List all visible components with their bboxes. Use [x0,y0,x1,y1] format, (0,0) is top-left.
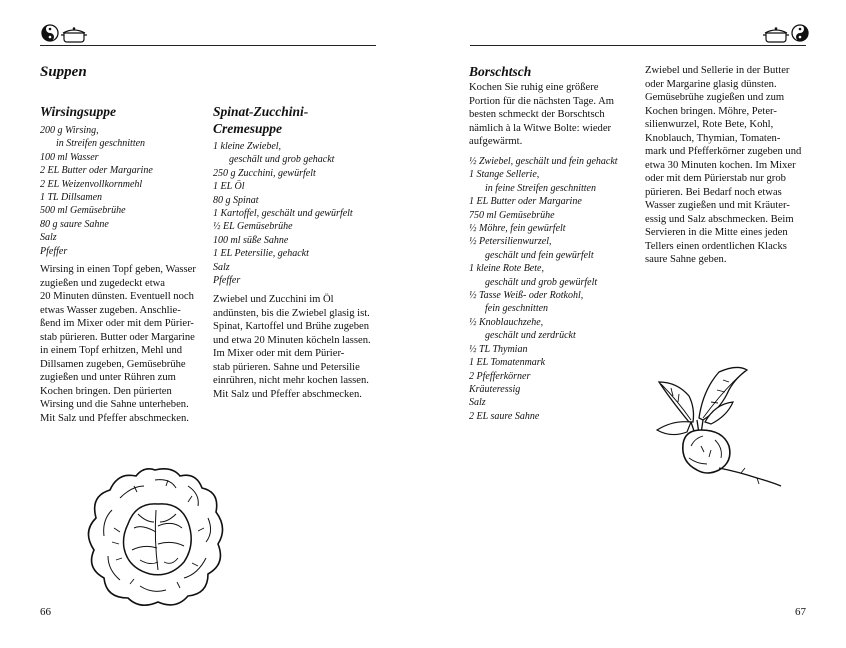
ingredient-item: 80 g Spinat [213,194,259,206]
text-line: Wirsing und die Sahne unterheben. [40,399,189,410]
ingredient-list-spinat-zucchini [213,140,353,287]
text-line: mark und Pfefferkörner zugeben und [645,146,802,157]
ingredient-item: Salz [469,397,486,409]
text-line: Dillsamen zugeben, Gemüsebrühe [40,358,186,370]
instructions-spinat-zucchini [213,293,371,401]
ingredient-item: Pfeffer [213,275,241,287]
ingredient-item: ½ Knoblauchzehe, [469,316,544,328]
ingredient-item: in feine Streifen geschnitten [485,182,596,194]
text-line: zugießen und zugedeckt etwa [40,277,166,289]
text-line: Mit Salz und Pfeffer abschmecken. [40,412,189,424]
text-line: Kochen bringen. Den pürierten [40,385,172,397]
title-line: Spinat-Zucchini- [213,104,309,119]
text-line: ßend im Mixer oder mit dem Pürier- [40,318,194,329]
ingredient-item: Kräuteressig [469,383,521,395]
recipe-title-borschtsch: Borschtsch [469,64,532,79]
ingredient-item: 2 EL Butter oder Margarine [40,165,153,177]
intro-borschtsch [469,81,614,149]
text-line: oder mit dem Pürierstab nur grob [645,173,786,184]
ingredient-item: 500 ml Gemüsebrühe [40,205,126,217]
ingredient-item: fein geschnitten [485,303,549,315]
recipe-title-wirsingsuppe: Wirsingsuppe [40,104,117,119]
text-line: nämlich à la Witwe Bolte: wieder [469,122,612,134]
ingredient-item: 750 ml Gemüsebrühe [469,209,555,221]
ingredient-item: 1 EL Tomatenmark [469,357,546,369]
ingredient-item: ½ Möhre, fein gewürfelt [469,223,566,235]
text-line: Servieren in die Mitte eines jeden [645,227,788,238]
ingredient-item: ½ Petersilienwurzel, [469,236,552,248]
cooking-pot-icon [763,27,789,42]
text-line: zugießen und unter Rühren zum [40,372,176,383]
ingredient-item: ½ Zwiebel, geschält und fein gehackt [469,156,618,167]
text-line: Knoblauch, Thymian, Tomaten- [645,132,781,144]
recipe-title-spinat-zucchini [213,103,308,137]
chapter-title: Suppen [40,64,87,80]
page-number-left: 66 [40,606,51,618]
text-line: andünsten, bis die Zwiebel glasig ist. [213,307,370,319]
savoy-cabbage-drawing [80,462,230,612]
ingredient-item: 1 TL Dillsamen [40,192,103,204]
ingredient-item: 1 kleine Rote Bete, [469,263,544,275]
ingredient-item: geschält und fein gewürfelt [485,249,594,261]
ingredient-item: ½ Tasse Weiß- oder Rotkohl, [469,290,584,302]
instructions-borschtsch [645,64,801,267]
text-line: Kochen Sie ruhig eine größere [469,82,599,93]
cooking-pot-icon [61,27,87,42]
text-line: Portion für die nächsten Tage. Am [469,95,614,107]
text-line: oder Margarine glasig dünsten. [645,78,777,90]
ingredient-list-wirsingsuppe [40,124,153,258]
yin-yang-icon [792,25,808,41]
text-line: einrühren, nicht mehr kochen lassen. [213,375,369,386]
ingredient-item: geschält und zerdrückt [485,330,576,342]
text-line: in einem Topf erhitzen, Mehl und [40,345,183,356]
ingredient-item: 80 g saure Sahne [40,218,109,230]
text-line: Im Mixer oder mit dem Pürier- [213,348,345,359]
header-icons-right [762,22,810,44]
text-line: 20 Minuten dünsten. Eventuell noch [40,291,194,302]
ingredient-item: 1 EL Butter oder Margarine [469,196,582,208]
ingredient-item: 100 ml Wasser [40,151,99,163]
header-icons-left [40,22,88,44]
text-line: saure Sahne geben. [645,254,727,265]
text-line: Wasser zugießen und mit Kräuter- [645,200,790,211]
right-page [423,0,846,648]
ingredient-item: Salz [40,232,57,244]
text-line: Kochen bringen. Möhre, Peter- [645,105,777,117]
ingredient-item: 1 kleine Zwiebel, [213,141,282,152]
ingredient-item: geschält und grob gewürfelt [485,276,598,288]
ingredient-item: in Streifen geschnitten [56,138,146,150]
text-line: besten schmeckt der Borschtsch [469,109,605,120]
ingredient-item: 2 Pfefferkörner [469,370,531,382]
text-line: Zwiebel und Sellerie in der Butter [645,65,790,76]
ingredient-item: 2 EL Weizenvollkornmehl [40,178,143,190]
text-line: Zwiebel und Zucchini im Öl [213,294,334,305]
text-line: Gemüsebrühe zugießen und zum [645,92,785,103]
header-rule [40,45,376,46]
ingredient-item: 1 EL Öl [213,181,245,193]
text-line: essig und Salz abschmecken. Beim [645,213,794,225]
text-line: Tellers einen ordentlichen Klacks [645,240,787,252]
ingredient-item: Salz [213,261,230,273]
beetroot-drawing [631,360,791,490]
text-line: etwas Wasser zugeben. Anschlie- [40,304,181,316]
ingredient-item: 100 ml süße Sahne [213,234,289,246]
ingredient-item: 1 Kartoffel, geschält und gewürfelt [213,208,353,220]
ingredient-item: ½ TL Thymian [469,343,528,355]
ingredient-item: 1 Stange Sellerie, [469,169,540,181]
ingredient-item: 2 EL saure Sahne [469,410,540,422]
text-line: pürieren. Bei Bedarf noch etwas [645,186,782,198]
instructions-wirsingsuppe [40,263,196,425]
text-line: stab pürieren. Butter oder Margarine [40,331,195,343]
text-line: Mit Salz und Pfeffer abschmecken. [213,388,362,400]
ingredient-item: ½ EL Gemüsebrühe [213,221,293,233]
ingredient-item: 1 EL Petersilie, gehackt [213,248,309,260]
ingredient-item: 250 g Zucchini, gewürfelt [213,167,316,179]
text-line: Spinat, Kartoffel und Brühe zugeben [213,321,370,332]
text-line: etwa 30 Minuten kochen. Im Mixer [645,159,796,171]
text-line: stab pürieren. Sahne und Petersilie [213,361,360,373]
header-rule [470,45,806,46]
ingredient-list-borschtsch [469,155,618,423]
text-line: Wirsing in einen Topf geben, Wasser [40,264,196,275]
ingredient-item: 200 g Wirsing, [40,125,99,136]
text-line: aufgewärmt. [469,136,523,147]
ingredient-item: geschält und grob gehackt [229,154,335,166]
text-line: silienwurzel, Rote Bete, Kohl, [645,119,774,130]
ingredient-item: Pfeffer [40,245,68,257]
title-line: Cremesuppe [213,121,282,136]
text-line: und etwa 20 Minuten köcheln lassen. [213,334,371,346]
page-number-right: 67 [795,606,806,618]
yin-yang-icon [42,25,58,41]
